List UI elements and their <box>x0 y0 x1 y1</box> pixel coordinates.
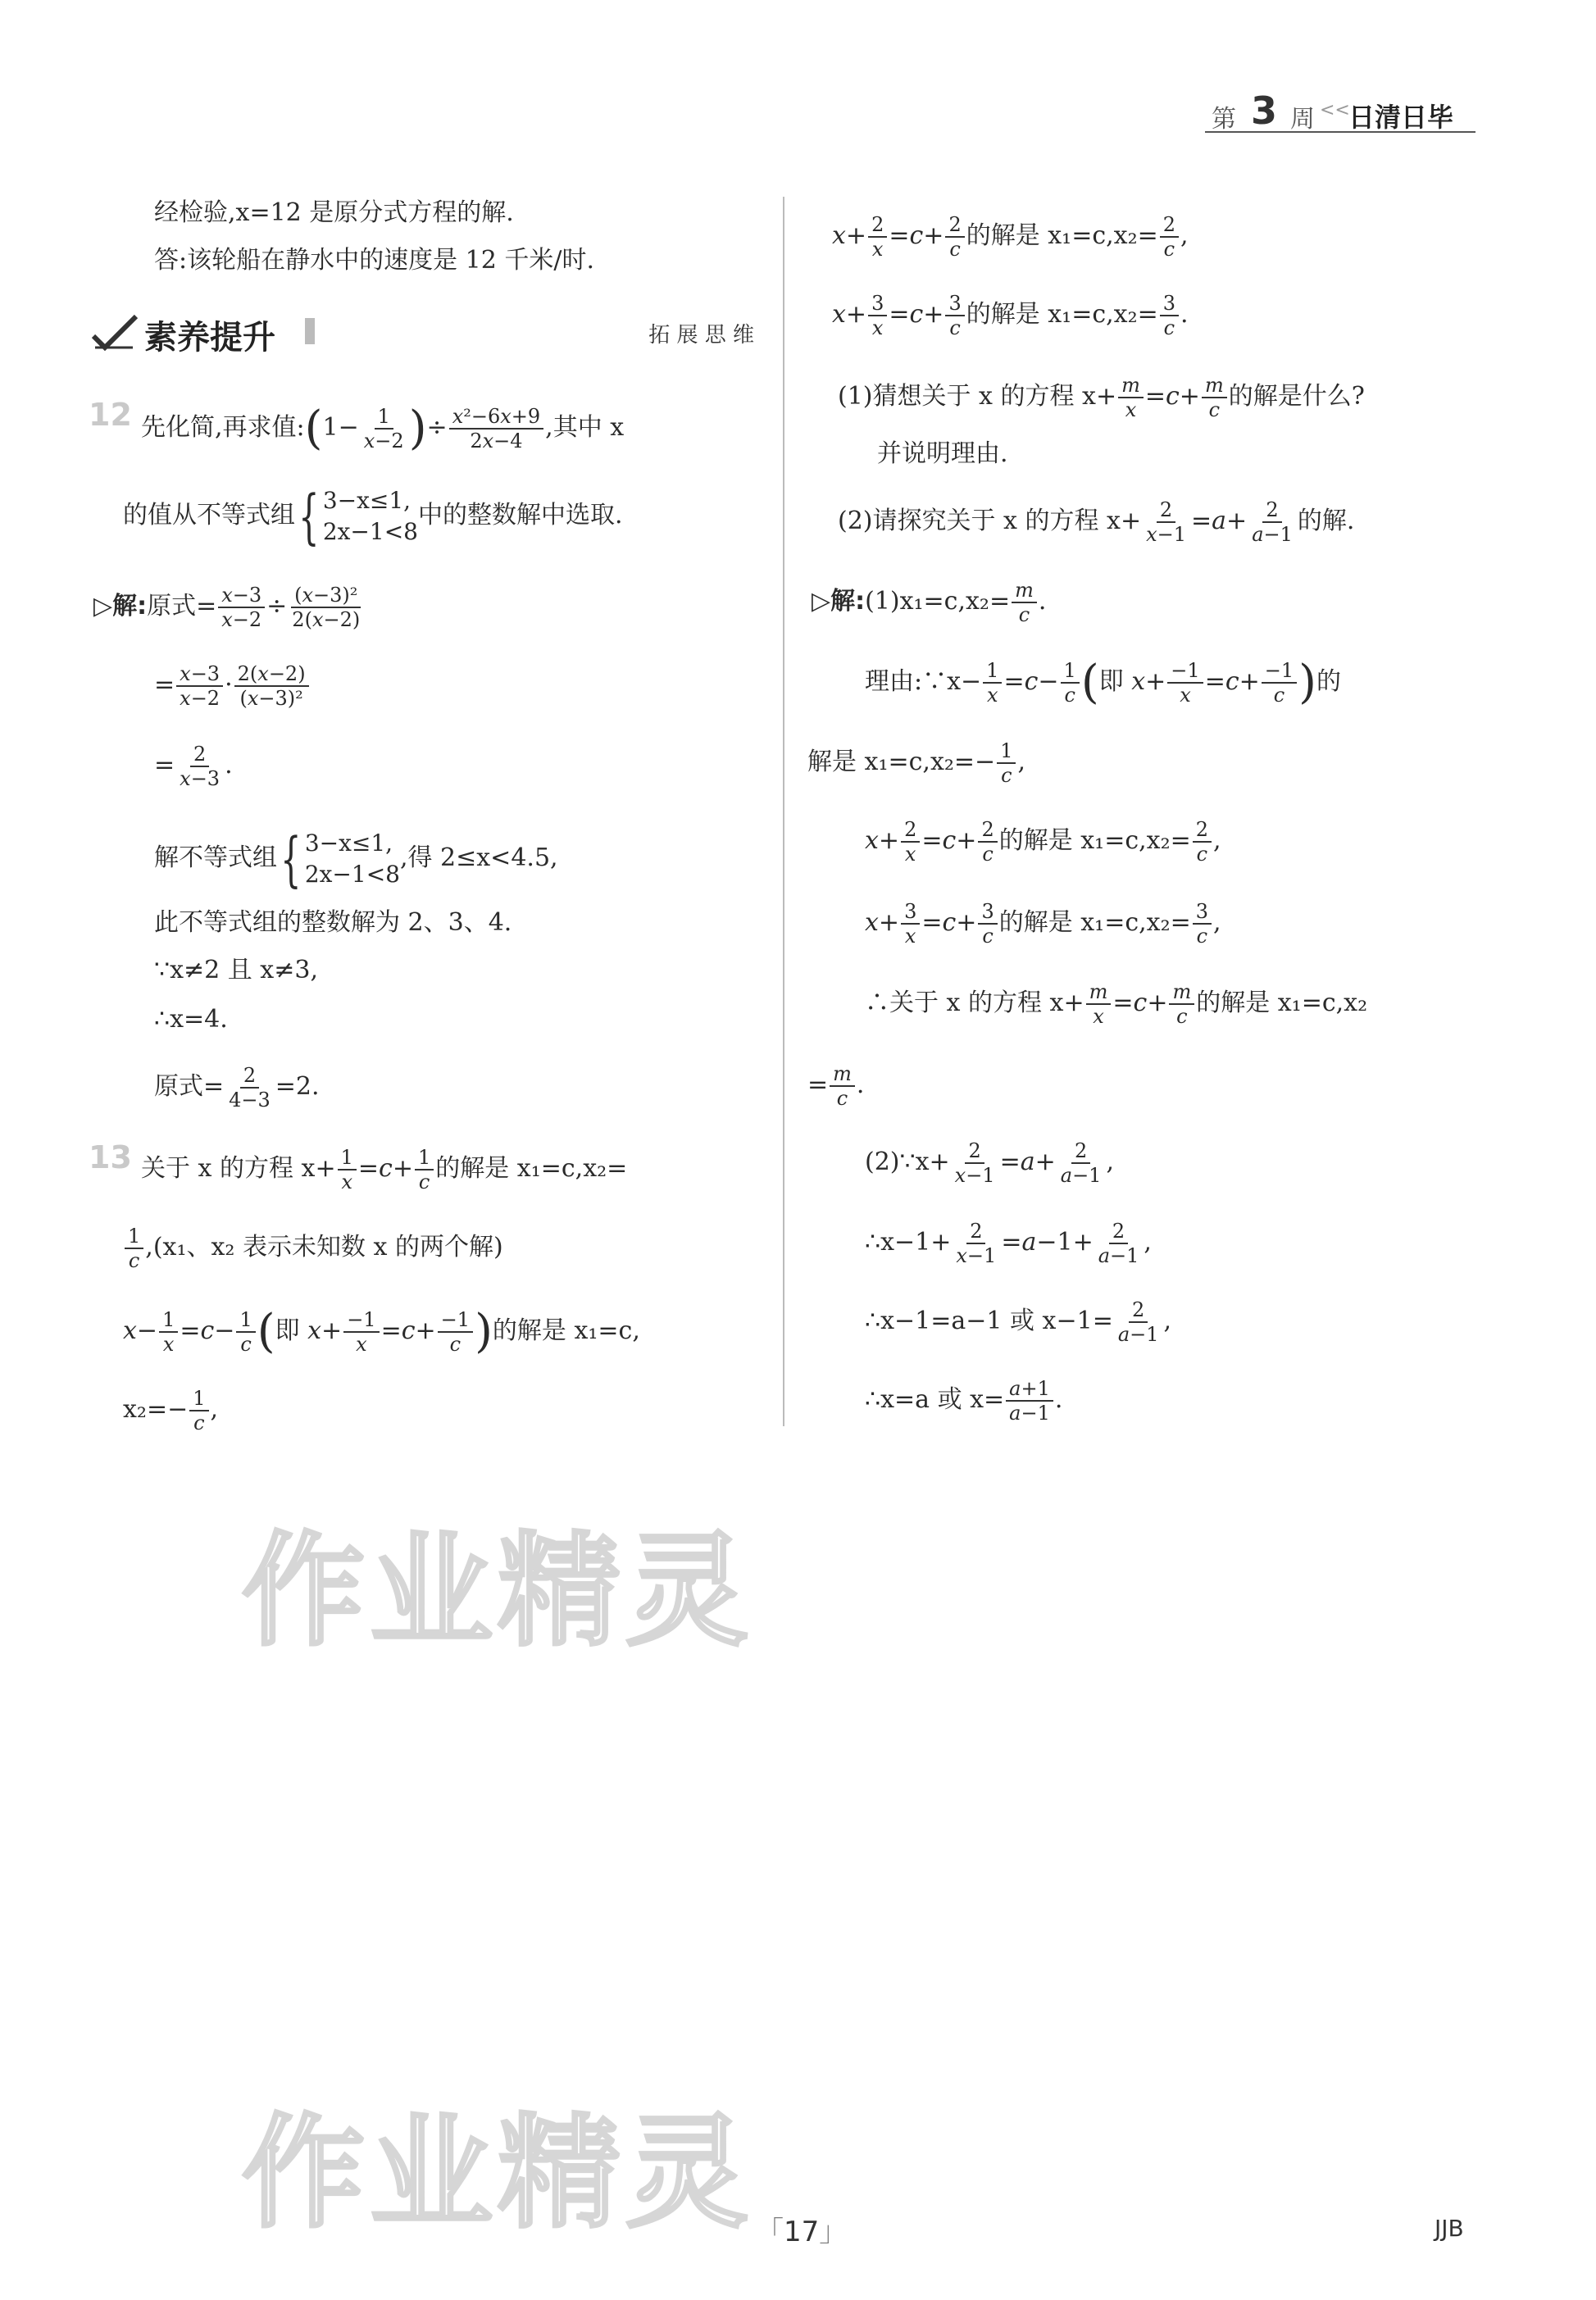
solution-13-line1: ▷解:(1)x₁=c,x₂= $\frac{m}{c}$ . <box>812 579 1047 626</box>
week-prefix: 第 <box>1212 105 1236 134</box>
right-line2: x+ $\frac{3}{x}$ =c+ $\frac{3}{c}$ 的解是 x₁=c,x₂= $\frac{3}{c}$ . <box>832 292 1189 339</box>
section-title-bar <box>305 318 315 344</box>
question-13-line2: $\frac{1}{c}$ ,(x₁、x₂ 表示未知数 x 的两个解) <box>123 1225 503 1272</box>
question-13-line4: x₂=− $\frac{1}{c}$ , <box>123 1387 219 1434</box>
text-line: ∵x≠2 且 x≠3, <box>154 956 318 984</box>
question-13-line3: x− $\frac{1}{x}$ =c− $\frac{1}{c}$ (即 x+ $\frac{-1}{x}$ =c+ $\frac{-1}{c}$ )的解是 x₁=c, <box>123 1305 640 1358</box>
solution-13-line7: = $\frac{m}{c}$ . <box>807 1062 865 1110</box>
week-number: 3 <box>1251 89 1278 133</box>
question-12-line1: 先化简,再求值:(1− $\frac{1}{x-2}$ )÷ $\frac{\text{x²−6x+9}}{2x-4}$ ,其中 x <box>141 402 625 455</box>
solution-label: ▷解: <box>93 592 148 620</box>
footer-code: JJB <box>1435 2215 1464 2242</box>
solution-12-result: 原式= $\frac{2}{4-3}$ =2. <box>154 1064 320 1111</box>
chevron-icon: << <box>1320 100 1350 120</box>
watermark: 作业精灵 <box>242 2102 754 2245</box>
column-divider <box>783 197 784 1426</box>
solution-13-part2-line4: ∴x=a 或 x= $\frac{a+1}{a-1}$ . <box>865 1377 1063 1425</box>
watermark: 作业精灵 <box>242 1520 754 1663</box>
solution-13-part2-line3: ∴x−1=a−1 或 x−1= $\frac{2}{a-1}$ , <box>865 1298 1172 1346</box>
solution-13-part2-line1: (2)∵x+ $\frac{2}{x-1}$ =a+ $\frac{2}{a-1}$ , <box>865 1139 1114 1187</box>
section-header <box>90 310 754 356</box>
solution-13-line6: ∴关于 x 的方程 x+ $\frac{m}{x}$ =c+ $\frac{m}{c}$ 的解是 x₁=c,x₂ <box>865 980 1368 1028</box>
solution-12-line3: = $\frac{2}{x-3}$ . <box>154 743 233 790</box>
header-title: 日清日毕 <box>1348 102 1454 133</box>
header <box>1205 89 1476 133</box>
pen-check-icon <box>90 311 139 352</box>
question-13-line1: 关于 x 的方程 x+ $\frac{1}{x}$ =c+ $\frac{1}{c}$ 的解是 x₁=c,x₂= <box>141 1146 628 1193</box>
solution-13-line5: x+ $\frac{3}{x}$ =c+ $\frac{3}{c}$ 的解是 x₁=c,x₂= $\frac{3}{c}$ , <box>865 900 1221 948</box>
solution-13-part2-line2: ∴x−1+ $\frac{2}{x-1}$ =a−1+ $\frac{2}{a-1}$ , <box>865 1220 1152 1267</box>
text-line: 答:该轮船在静水中的速度是 12 千米/时. <box>154 246 594 275</box>
section-title: 素养提升 <box>144 319 275 357</box>
solution-13-line4: x+ $\frac{2}{x}$ =c+ $\frac{2}{c}$ 的解是 x₁=c,x₂= $\frac{2}{c}$ , <box>865 818 1221 866</box>
part2-question: (2)请探究关于 x 的方程 x+ $\frac{2}{x-1}$ =a+ $\frac{2}{a-1}$ 的解. <box>838 498 1355 546</box>
solution-label: ▷解: <box>812 587 866 616</box>
right-line1: x+ $\frac{2}{x}$ =c+ $\frac{2}{c}$ 的解是 x₁=c,x₂= $\frac{2}{c}$ , <box>832 213 1189 261</box>
text-line: 并说明理由. <box>877 439 1008 468</box>
question-number: 12 <box>89 397 132 433</box>
solution-13-line3: 解是 x₁=c,x₂=− $\frac{1}{c}$ , <box>807 739 1026 787</box>
text-line: 此不等式组的整数解为 2、3、4. <box>154 908 512 937</box>
text-line: ∴x=4. <box>154 1005 228 1034</box>
part1-question: (1)猜想关于 x 的方程 x+ $\frac{m}{x}$ =c+ $\frac{m}{c}$ 的解是什么? <box>838 374 1365 421</box>
solution-12-line1: ▷解:原式= $\frac{x-3}{x-2}$ ÷ $\frac{\text{(x−3)²}}{2(x-2)}$ <box>93 584 361 631</box>
solution-12-line2: = $\frac{x-3}{x-2}$ · $\frac{2(x-2)}{\text{(x−3)²}}$ <box>154 662 311 710</box>
solution-13-reason: 理由:∵x− $\frac{1}{x}$ =c− $\frac{1}{c}$ (即 x+ $\frac{-1}{x}$ =c+ $\frac{-1}{c}$ )的 <box>865 656 1342 709</box>
section-tag: 拓 展 思 维 <box>648 323 754 348</box>
page-number: 「17」 <box>756 2216 848 2248</box>
week-suffix: 周 <box>1290 105 1315 134</box>
question-number: 13 <box>89 1139 132 1175</box>
solution-12-line4: 解不等式组{ 3−x≤1, 2x−1<8 ,得 2≤x<4.5, <box>154 825 558 893</box>
question-12-line2: 的值从不等式组{ 3−x≤1, 2x−1<8 中的整数解中选取. <box>123 482 623 551</box>
text-line: 经检验,x=12 是原分式方程的解. <box>154 198 514 227</box>
